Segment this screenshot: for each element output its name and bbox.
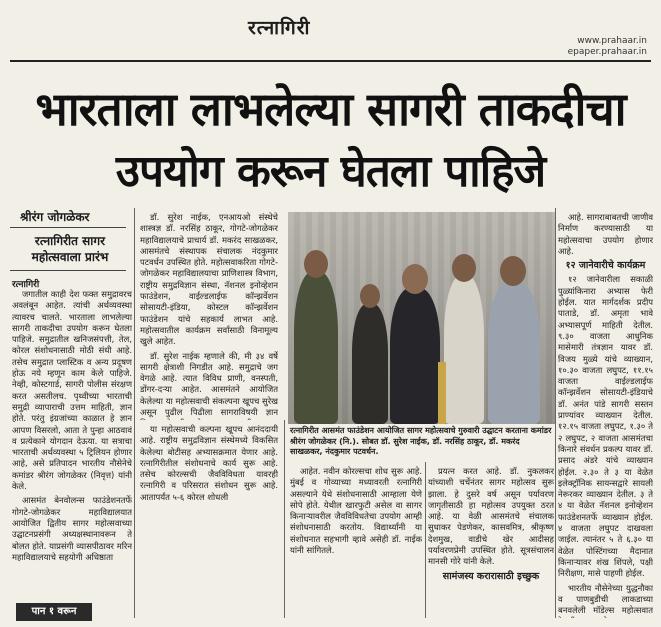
photo-head	[402, 264, 428, 294]
epaper-url: epaper.prahaar.in	[567, 47, 647, 57]
article-column-1	[12, 289, 132, 591]
photo-head	[500, 256, 526, 286]
column-divider	[134, 208, 135, 618]
photo-head	[452, 254, 476, 282]
paragraph: या महोत्सवाची कल्पना खूपच आनंददायी आहे. राष्ट्रीय समुद्रविज्ञान संस्थेमध्ये विकसित केलेल्या बोटीसह अभ्यासक्रमात येणार आहे. रत्नागिरीतील संशोधनाचे कार्य सुरू आहे. तसेच कोरल्सची जैवविविधता यावरही रत्नागिरी व परिसरात संशोधन सुरू आहे. आतापर्यंत ५-६ कोरल शोधली	[140, 424, 278, 502]
photo-person-speaker	[390, 288, 440, 424]
headline-line-2: उपयोग करून घेतला पाहिजे	[115, 146, 546, 197]
paragraph: प्रयत्न करत आहे. डॉ. नुकलकर यांच्याशी चर्चेनंतर सागर महोत्सव सुरू झाला. हे दुसरे वर्ष असून पर्यावरण जागृतीसाठी हा महोत्सव उपयुक्त ठरत आहे. या वेळी आसमंतचे संचालक सुधाकर पेडणेकर, कासवमित्र, श्रीकृष्ण देशमुख, वाडीचे खेर आदीसह पर्यावरणप्रेमी उपस्थित होते. सूत्रसंचालन मानसी गोरे यांनी केले.	[428, 466, 554, 567]
site-urls	[568, 36, 647, 58]
paragraph: १२ जानेवारीला सकाळी पुळ्यांकिनारा अभ्यास फेरी होईल. यात मार्गदर्शक प्रदीप पाताडे, डॉ. अमृता भावे अभ्यासपूर्ण माहिती देतील. ९.३० वाजता आधुनिक मासेमारी तंत्रज्ञान यावर डॉ. विजय मुळ्ये यांचे व्याख्यान, १०.३० वाजता लघुपट, ११.१५ वाजता वाईल्डलाईफ कॉन्झर्वेशन सोसायटी-इंडियाचे डॉ. अनंत पांडे सागरी सस्तन प्राण्यांवर व्याख्यान देतील. १२.१५ वाजता लघुपट, १.३० ते २ लघुपट, २ वाजता आसमंतचा किनारे संवर्धन प्रकल्प यावर डॉ. प्रसाद अंडरे यांचे व्याख्यान होईल. २.३० ते ३ या वेळेत इलेक्ट्रॉनिक सायन्सद्वारे सायली नेरूरकर व्याख्यान देतील. ३ ते ४ या वेळेत नॅशनल इनोव्हेशन फाउंडेशनतर्फे व्याख्यान होईल. ४ वाजता लघुपट दाखवला जाईल. त्यानंतर ५ ते ६.३० या वेळेत पोस्टिंगच्या मैदानात किनाऱ्यावर शंख शिंपले, पक्षी निरीक्षण, मासे पाहणी होईल.	[558, 274, 653, 579]
dateline: रत्नागिरी	[12, 280, 40, 290]
article-column-2	[140, 212, 278, 420]
column-divider	[555, 208, 556, 618]
article-column-3	[290, 466, 422, 618]
article-column-4	[428, 466, 554, 618]
top-rule	[10, 60, 651, 62]
column-divider	[284, 420, 285, 618]
photo-person	[444, 276, 484, 424]
photo-caption: रत्नागिरीत आसमंत फाउंडेशन आयोजित सागर महोत्सवाचे गुरुवारी उद्घाटन करताना कमांडर श्रीरंग जोगळेकर (नि.). सोबत डॉ. सुरेश नाईक, डॉ. नरसिंह ठाकूर, डॉ. मकरंद साखळकर, नंदकुमार पटवर्धन.	[290, 426, 552, 456]
paragraph: आहे. सागराबाबतची जाणीव निर्माण करण्यासाठी या महोत्सवाचा उपयोग होणार आहे.	[558, 212, 653, 256]
paragraph: भारतीय नौसेनेच्या युद्धनौका व पाणबुडीची लाकडाच्या बनवलेली मॉडेल्स महोत्सवात	[558, 582, 653, 616]
section-tab: रत्नागिरी	[248, 17, 311, 39]
photo-head	[304, 250, 328, 278]
site-url: www.prahaar.in	[577, 36, 647, 46]
paragraph: आहेत. नवीन कोरल्सचा शोध सुरू आहे. मुंबई व गोव्याच्या मध्यावरती रत्नागिरी असल्याने येथे संशोधनासाठी आम्हाला येणे सोपे होते. येथील खारफुटी असेल वा सागर किनाऱ्यावरील जैवविविधतेचा उपयोग आम्ही संशोधनासाठी करतोय. विद्यार्थ्यांनी या संशोधनात सहभागी व्हावे असेही डॉ. नाईक यांनी सांगितले.	[290, 466, 422, 556]
article-column-5	[558, 212, 653, 618]
column-divider	[425, 462, 426, 618]
photo-person-uniform	[294, 272, 338, 424]
photo-head	[360, 284, 380, 308]
paragraph: डॉ. सुरेश नाईक, एनआयओ संस्थेचे शास्त्रज्ञ डॉ. नरसिंह ठाकूर, गोगटे-जोगळेकर महाविद्यालयाचे प्राचार्य डॉ. मकरंद साखळकर, आसमंतचे संस्थापक संचालक नंदकुमार पटवर्धन उपस्थित होते. महोत्सवाकरिता गोगटे-जोगळेकर महाविद्यालयाचा प्राणिशास्त्र विभाग, राष्ट्रीय समुद्रविज्ञान संस्था, नॅशनल इनोव्हेशन फाउंडेशन, वाईल्डलाईफ कॉन्झर्वेशन सोसायटी-इंडिया, कोस्टल कॉन्झर्वेशन फाउंडेशन यांचे सहकार्य लाभत आहे. महोत्सवातील कार्यक्रम सर्वांसाठी विनामूल्य खुले आहेत.	[140, 212, 278, 347]
paragraph: आसमंत बेनवोलन्स फाउंडेशनतर्फे गोगटे-जोगळेकर महाविद्यालयात आयोजित द्वितीय सागर महोत्सवाच्या उद्घाटनप्रसंगी अध्यक्षस्थानावरून ते बोलत होते. याप्रसंगी व्यासपीठावर मरिन महाविद्यालयाचे सहयोगी अधिष्ठाता	[12, 495, 132, 562]
byline: श्रीरंग जोगळेकर	[20, 210, 90, 224]
paragraph: जगातील काही देश फक्त समुद्रावरच अवलंबून आहेत. त्यांची अर्थव्यवस्था त्यावरच चालते. भारताला लाभलेल्या सागरी ताकदीचा उपयोग करून घेतला पाहिजे. समुद्रातील खनिजसंपत्ती, तेल, कोरल संशोधनासाठी मोठी संधी आहे. तसेच समुद्रात प्लास्टिक व अन्य प्रदूषण होऊ नये म्हणून काम केले पाहिजे. नेव्ही, कोस्टगार्ड, सागरी पोलीस संरक्षण करत असतीलच. पृथ्वीच्या भारताची समुद्री व्यापाराची उत्तम माहिती, ज्ञान होते. परंतु इंग्रजांच्या काळात हे ज्ञान आपण विसरलो, आता ते पुन्हा आठवावं व प्रत्येकाने योगदान देऊया. या सत्राचा भारताची अर्थव्यवस्था ५ ट्रिलियन होणार आहे, असे प्रतिपादन भारतीय नौसेनेचे कमांडर श्रीरंग जोगळेकर (निवृत्त) यांनी केले.	[12, 289, 132, 492]
paragraph: डॉ. सुरेश नाईक म्हणाले की, मी ३४ वर्षे सागरी क्षेत्राशी निगडीत आहे. समुद्राचे जग वेगळे आहे. त्यात विविध प्राणी, वनस्पती, डोंगर-दऱ्या आहेत. आसमंतने आयोजित केलेल्या या महोत्सवाची संकल्पना खूपच सुरेख असून पुढील पिढीला सागराविषयी ज्ञान	[140, 350, 278, 418]
column-subheading: १२ जानेवारीचे कार्यक्रम	[565, 260, 646, 272]
photo-person	[488, 282, 540, 424]
column-subheading: सामंजस्य करारासाठी इच्छुक	[442, 570, 540, 582]
continued-from-label: पान १ वरून	[16, 603, 92, 621]
subhead-rule	[10, 270, 126, 271]
byline-rule	[10, 227, 126, 228]
subheadline: रत्नागिरीत सागर महोत्सवाला प्रारंभ	[31, 234, 109, 264]
article-column-2-lower	[140, 424, 278, 618]
headline-line-1: भारताला लाभलेल्या सागरी ताकदीचा	[35, 82, 626, 136]
event-photo	[288, 212, 556, 424]
photo-person	[352, 304, 388, 424]
photo-lamp	[438, 362, 446, 424]
